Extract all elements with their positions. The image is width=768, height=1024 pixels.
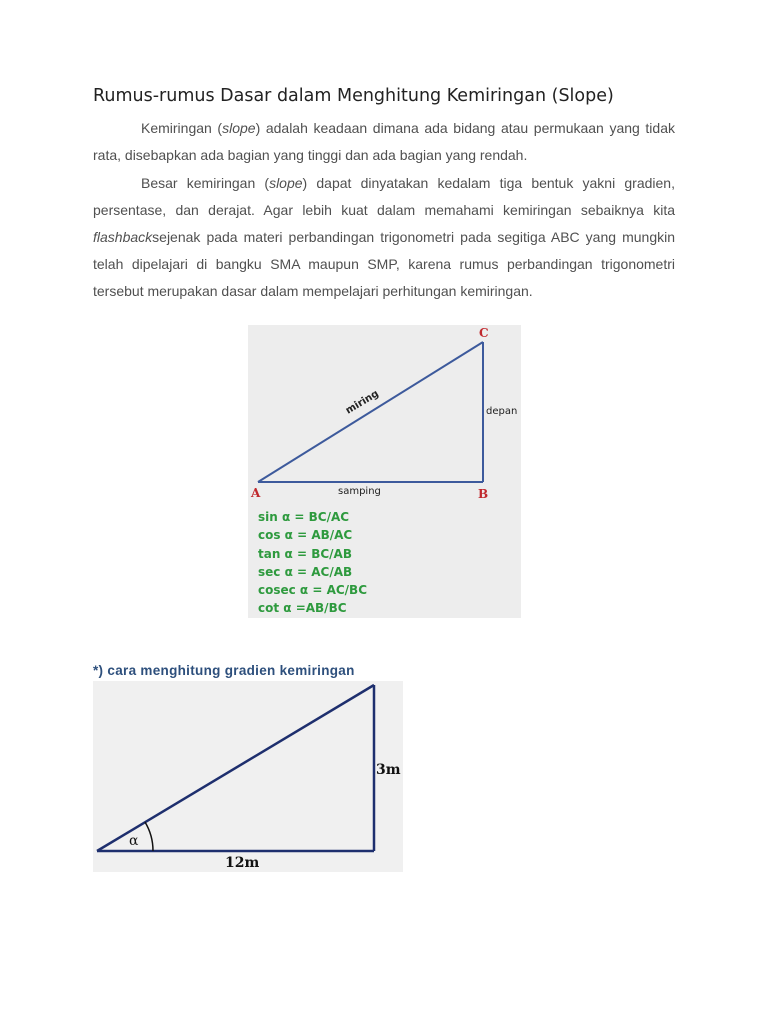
paragraph-definition (93, 115, 675, 169)
vertex-a-label: A (251, 486, 261, 500)
formula-cot: cot α =AB/BC (258, 601, 347, 616)
opposite-label: depan (486, 406, 518, 417)
gradient-subheading: *) cara menghitung gradien kemiringan (93, 663, 355, 678)
p1-italic: slope (222, 120, 256, 136)
vertex-b-label: B (478, 487, 489, 501)
p1-before: Kemiringan ( (141, 120, 223, 136)
side-ac (258, 342, 483, 482)
p2-mid: ) dapat dinyatakan kedalam tiga bentuk yakni gradien, persentase, dan derajat. Agar lebih kuat dalam memahami kemiringan sebaiknya kita (93, 175, 675, 218)
paragraph-forms (93, 170, 675, 305)
p2-italic2: flashback (93, 229, 153, 245)
vertex-c-label: C (479, 326, 489, 340)
formula-cos: cos α = AB/AC (258, 528, 353, 543)
p2-after: sejenak pada materi perbandingan trigonometri pada segitiga ABC yang mungkin telah dipelajari di bangku SMA maupun SMP, karena rumus perbandingan trigonometri tersebut merupakan dasar dalam mempelajari perhitungan kemiringan. (93, 229, 675, 299)
height-label: 3m (376, 762, 401, 778)
formula-sec: sec α = AC/AB (258, 564, 353, 579)
hypotenuse-label: miring (343, 388, 381, 417)
adjacent-label: samping (338, 486, 381, 497)
formula-sin: sin α = BC/AC (258, 510, 350, 524)
gradient-triangle-figure (93, 681, 403, 872)
trig-formula-list (258, 508, 367, 618)
p1-after: ) adalah keadaan dimana ada bidang atau permukaan yang tidak rata, disebapkan ada bagian yang tinggi dan ada bagian yang rendah. (93, 120, 675, 163)
trig-triangle-figure (248, 325, 521, 618)
p2-italic1: slope (269, 175, 303, 191)
gradient-triangle-diagram (93, 681, 403, 872)
formula-cosec: cosec α = AC/BC (258, 583, 368, 598)
page-title: Rumus-rumus Dasar dalam Menghitung Kemiringan (Slope) (93, 86, 614, 106)
base-label: 12m (225, 855, 260, 871)
angle-alpha-label: α (129, 833, 139, 849)
slope-line (97, 685, 374, 851)
formula-tan: tan α = BC/AB (258, 546, 352, 561)
p2-before: Besar kemiringan ( (141, 175, 270, 191)
angle-arc (145, 822, 153, 851)
